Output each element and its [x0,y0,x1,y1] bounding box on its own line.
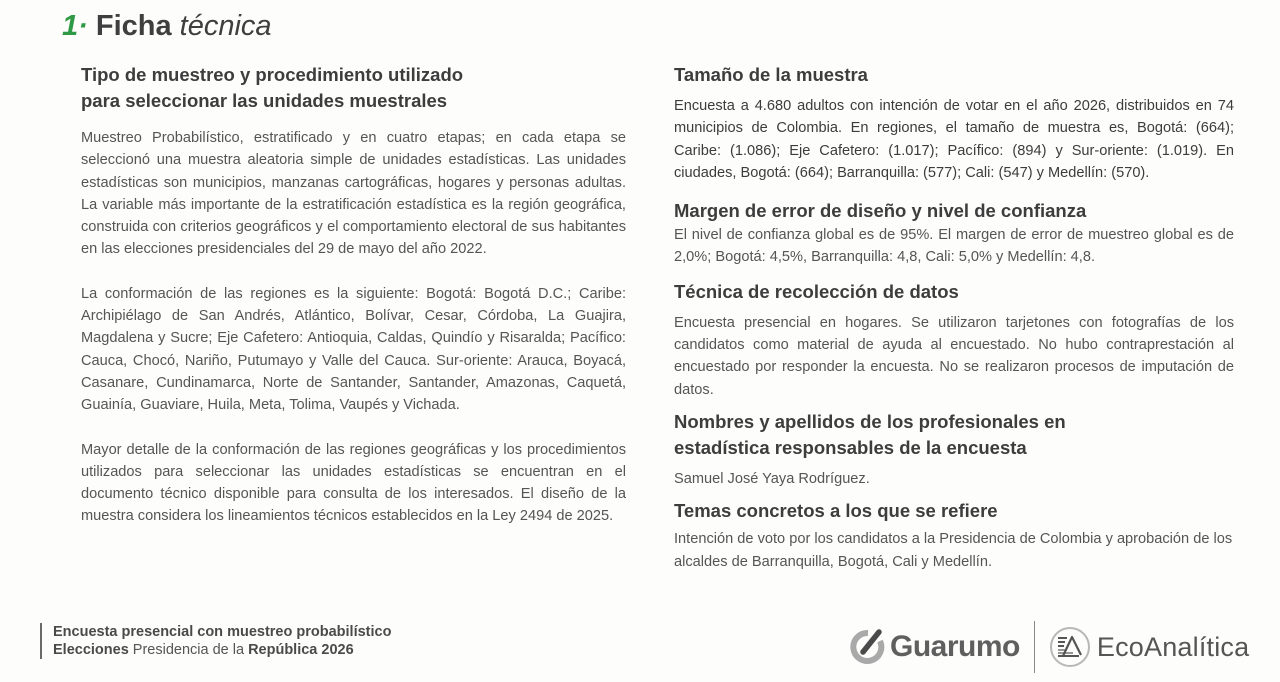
guarumo-wordmark: Guarumo [890,630,1020,663]
left-column [81,62,626,550]
ecoanalitica-icon [1049,626,1091,668]
footer-caption [40,623,391,659]
topics-heading: Temas concretos a los que se refiere [674,500,998,522]
professionals-heading [674,409,1234,461]
sample-size-body: Encuesta a 4.680 adultos con intención de votar en el año 2026, distribuidos en 74 municipios de Colombia. En regiones, el tamaño de muestra es, Bogotá: (664); Caribe: (1.086); Eje Cafetero: (1.017); Pacífico: (894) y Sur-oriente: (1.019). En ciudades, Bogotá: (664); Barranquilla: (577); Cali: (547) y Medellín: (570). [674,98,1234,181]
heading-line: estadística responsables de la encuesta [674,436,1027,458]
right-column [674,62,1234,581]
sampling-paragraph: Muestreo Probabilístico, estratificado y en cuatro etapas; en cada etapa se seleccionó una muestra aleatoria simple de unidades estadísticas. Las unidades estadísticas son municipios, manzanas cartográficas, hogares y personas adultas. La variable más importante de la estratificación estadística es la región geográfica, construida con criterios geográficos y el comportamiento electoral de sus habitantes en las elecciones presidenciales del 29 de mayo del año 2022. [81,130,626,258]
professionals-body: Samuel José Yaya Rodríguez. [674,470,870,487]
section-number: 1· [62,10,88,42]
title-italic: técnica [179,10,272,42]
margin-error-heading: Margen de error de diseño y nivel de confianza [674,200,1087,222]
footer-logos [848,617,1249,677]
ecoanalitica-wordmark: EcoAnalítica [1096,631,1250,662]
footer-elecciones: Elecciones [53,642,129,658]
topics-body: Intención de voto por los candidatos a la Presidencia de Colombia y aprobación de los alcaldes de Barranquilla, Bogotá, Cali y Medellín. [674,531,1233,570]
detail-paragraph: Mayor detalle de la conformación de las regiones geográficas y los procedimientos utilizados para seleccionar las unidades estadísticas se encuentran en el documento técnico disponible para consulta de los interesados. El diseño de la muestra considera los lineamientos técnicos establecidos en la Ley 2494 de 2025. [81,441,626,525]
sampling-heading [81,62,626,114]
footer-line1: Encuesta presencial con muestreo probabilístico [53,624,392,640]
regions-paragraph: La conformación de las regiones es la siguiente: Bogotá: Bogotá D.C.; Caribe: Archipiélago de San Andrés, Atlántico, Bolívar, Cesar, Córdoba, La Guajira, Magdalena y Sucre; Eje Cafetero: Antioquia, Caldas, Quindío y Risaralda; Pacífico: Cauca, Chocó, Nariño, Putumayo y Valle del Cauca. Sur-oriente: Arauca, Boyacá, Casanare, Cundinamarca, Norte de Santander, Santander, Amazonas, Caquetá, Guainía, Guaviare, Huila, Meta, Tolima, Vaupés y Vichada. [81,285,626,414]
collection-technique-heading: Técnica de recolección de datos [674,280,959,302]
sample-size-heading: Tamaño de la muestra [674,64,868,85]
footer-line2 [53,641,391,659]
heading-line: Nombres y apellidos de los profesionales en [674,410,1066,432]
footer-republica: República 2026 [248,642,354,658]
footer-presidencia: Presidencia de la [128,642,249,658]
ecoanalitica-logo [1049,626,1249,668]
guarumo-icon [848,627,888,667]
logo-divider [1034,621,1035,673]
title-bold: Ficha [95,10,172,42]
page-title [62,8,272,44]
heading-line: para seleccionar las unidades muestrales [81,90,448,111]
margin-error-body: El nivel de confianza global es de 95%. El margen de error de muestreo global es de 2,0%; Bogotá: 4,5%, Barranquilla: 4,8, Cali: 5,0% y Medellín: 4,8. [674,227,1234,266]
collection-technique-body: Encuesta presencial en hogares. Se utilizaron tarjetones con fotografías de los candidatos como material de ayuda al encuestado. No hubo contraprestación al encuestado por responder la encuesta. No se realizaron procesos de imputación de datos. [674,314,1234,398]
guarumo-logo [848,627,1020,667]
heading-line: Tipo de muestreo y procedimiento utilizado [81,64,464,85]
